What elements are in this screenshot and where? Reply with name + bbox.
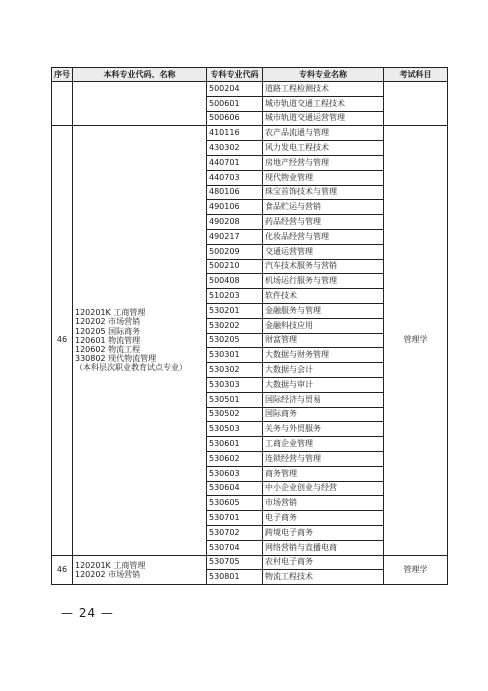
- major-code: 530702: [207, 525, 263, 540]
- major-code: 530201: [207, 303, 263, 318]
- major-name: 电子商务: [263, 511, 384, 526]
- major-name: 风力发电工程技术: [263, 141, 384, 156]
- header-name: 专科专业名称: [263, 68, 384, 82]
- major-code: 410116: [207, 126, 263, 141]
- major-code: 500204: [207, 82, 263, 97]
- major-name: 农村电子商务: [263, 555, 384, 570]
- major-name: 珠宝首饰技术与管理: [263, 185, 384, 200]
- page-number: — 24 —: [61, 606, 114, 620]
- major-name: 房地产经营与管理: [263, 155, 384, 170]
- major-code: 500606: [207, 111, 263, 126]
- major-name: 金融服务与管理: [263, 303, 384, 318]
- major-code: 490106: [207, 200, 263, 215]
- major-code: 530301: [207, 348, 263, 363]
- major-code: 530604: [207, 481, 263, 496]
- major-name: 现代物业管理: [263, 170, 384, 185]
- major-code: 500408: [207, 274, 263, 289]
- major-name: 网络营销与直播电商: [263, 540, 384, 555]
- undergrad-major: 120205 国际商务: [75, 326, 141, 336]
- major-code: 500601: [207, 96, 263, 111]
- subject-cell: 管理学: [384, 555, 448, 585]
- major-code: 530705: [207, 555, 263, 570]
- major-name: 大数据与财务管理: [263, 348, 384, 363]
- major-code: 500210: [207, 259, 263, 274]
- major-name: 金融科技应用: [263, 318, 384, 333]
- major-name: 国际商务: [263, 407, 384, 422]
- major-code: 530302: [207, 363, 263, 378]
- header-code: 专科专业代码: [207, 68, 263, 82]
- table-row: [52, 555, 448, 570]
- major-code: 430302: [207, 141, 263, 156]
- major-name: 工商企业管理: [263, 437, 384, 452]
- seq-cell: [52, 82, 73, 126]
- undergrad-major: 120201K 工商管理: [75, 308, 146, 318]
- header-undergrad: 本科专业代码、名称: [73, 68, 207, 82]
- major-code: 530801: [207, 570, 263, 585]
- major-code: 530501: [207, 392, 263, 407]
- major-code: 530603: [207, 466, 263, 481]
- major-code: 530601: [207, 437, 263, 452]
- major-name: 汽车技术服务与营销: [263, 259, 384, 274]
- undergrad-cell: [73, 82, 207, 126]
- major-name: 农产品流通与管理: [263, 126, 384, 141]
- major-name: 道路工程检测技术: [263, 82, 384, 97]
- major-code: 530503: [207, 422, 263, 437]
- major-code: 530701: [207, 511, 263, 526]
- major-code: 490208: [207, 215, 263, 230]
- undergrad-major: 330802 现代物流管理: [75, 354, 157, 364]
- major-code: 510203: [207, 289, 263, 304]
- seq-cell: 46: [52, 555, 73, 585]
- header-seq: 序号: [52, 68, 73, 82]
- major-name: 商务管理: [263, 466, 384, 481]
- undergrad-major: 120601 物流管理: [75, 335, 141, 345]
- major-code: 530502: [207, 407, 263, 422]
- major-name: 财富管理: [263, 333, 384, 348]
- major-code: 530303: [207, 377, 263, 392]
- major-name: 国际经济与贸易: [263, 392, 384, 407]
- major-name: 跨境电子商务: [263, 525, 384, 540]
- major-code: 530202: [207, 318, 263, 333]
- major-name: 药品经营与管理: [263, 215, 384, 230]
- major-name: 中小企业创业与经营: [263, 481, 384, 496]
- undergrad-major: 120201K 工商管理: [75, 560, 146, 570]
- undergrad-cell: [73, 126, 207, 555]
- seq-cell: 46: [52, 126, 73, 555]
- major-name: 连锁经营与管理: [263, 451, 384, 466]
- major-name: 关务与外贸服务: [263, 422, 384, 437]
- subject-cell: 管理学: [384, 126, 448, 555]
- major-code: 530602: [207, 451, 263, 466]
- major-code: 530205: [207, 333, 263, 348]
- undergrad-major: 120602 物流工程: [75, 345, 141, 355]
- subject-cell: [384, 82, 448, 126]
- major-name: 物流工程技术: [263, 570, 384, 585]
- undergrad-major: 120202 市场营销: [75, 317, 141, 327]
- table-row: [52, 82, 448, 97]
- table-body: [52, 82, 448, 585]
- undergrad-major: （本科层次职业教育试点专业）: [75, 363, 187, 373]
- major-name: 大数据与会计: [263, 363, 384, 378]
- major-name: 市场营销: [263, 496, 384, 511]
- majors-table: [51, 67, 448, 585]
- table-header-row: [52, 68, 448, 82]
- major-code: 440701: [207, 155, 263, 170]
- major-code: 530704: [207, 540, 263, 555]
- major-name: 城市轨道交通运营管理: [263, 111, 384, 126]
- major-name: 软件技术: [263, 289, 384, 304]
- major-code: 530605: [207, 496, 263, 511]
- major-name: 机场运行服务与管理: [263, 274, 384, 289]
- major-code: 440703: [207, 170, 263, 185]
- major-code: 490217: [207, 229, 263, 244]
- major-name: 食品贮运与营销: [263, 200, 384, 215]
- header-subject: 考试科目: [384, 68, 448, 82]
- major-code: 500209: [207, 244, 263, 259]
- table-row: [52, 126, 448, 141]
- undergrad-major: 120202 市场营销: [75, 569, 141, 579]
- major-code: 480106: [207, 185, 263, 200]
- major-name: 化妆品经营与管理: [263, 229, 384, 244]
- major-name: 大数据与审计: [263, 377, 384, 392]
- major-name: 城市轨道交通工程技术: [263, 96, 384, 111]
- undergrad-cell: [73, 555, 207, 585]
- major-name: 交通运营管理: [263, 244, 384, 259]
